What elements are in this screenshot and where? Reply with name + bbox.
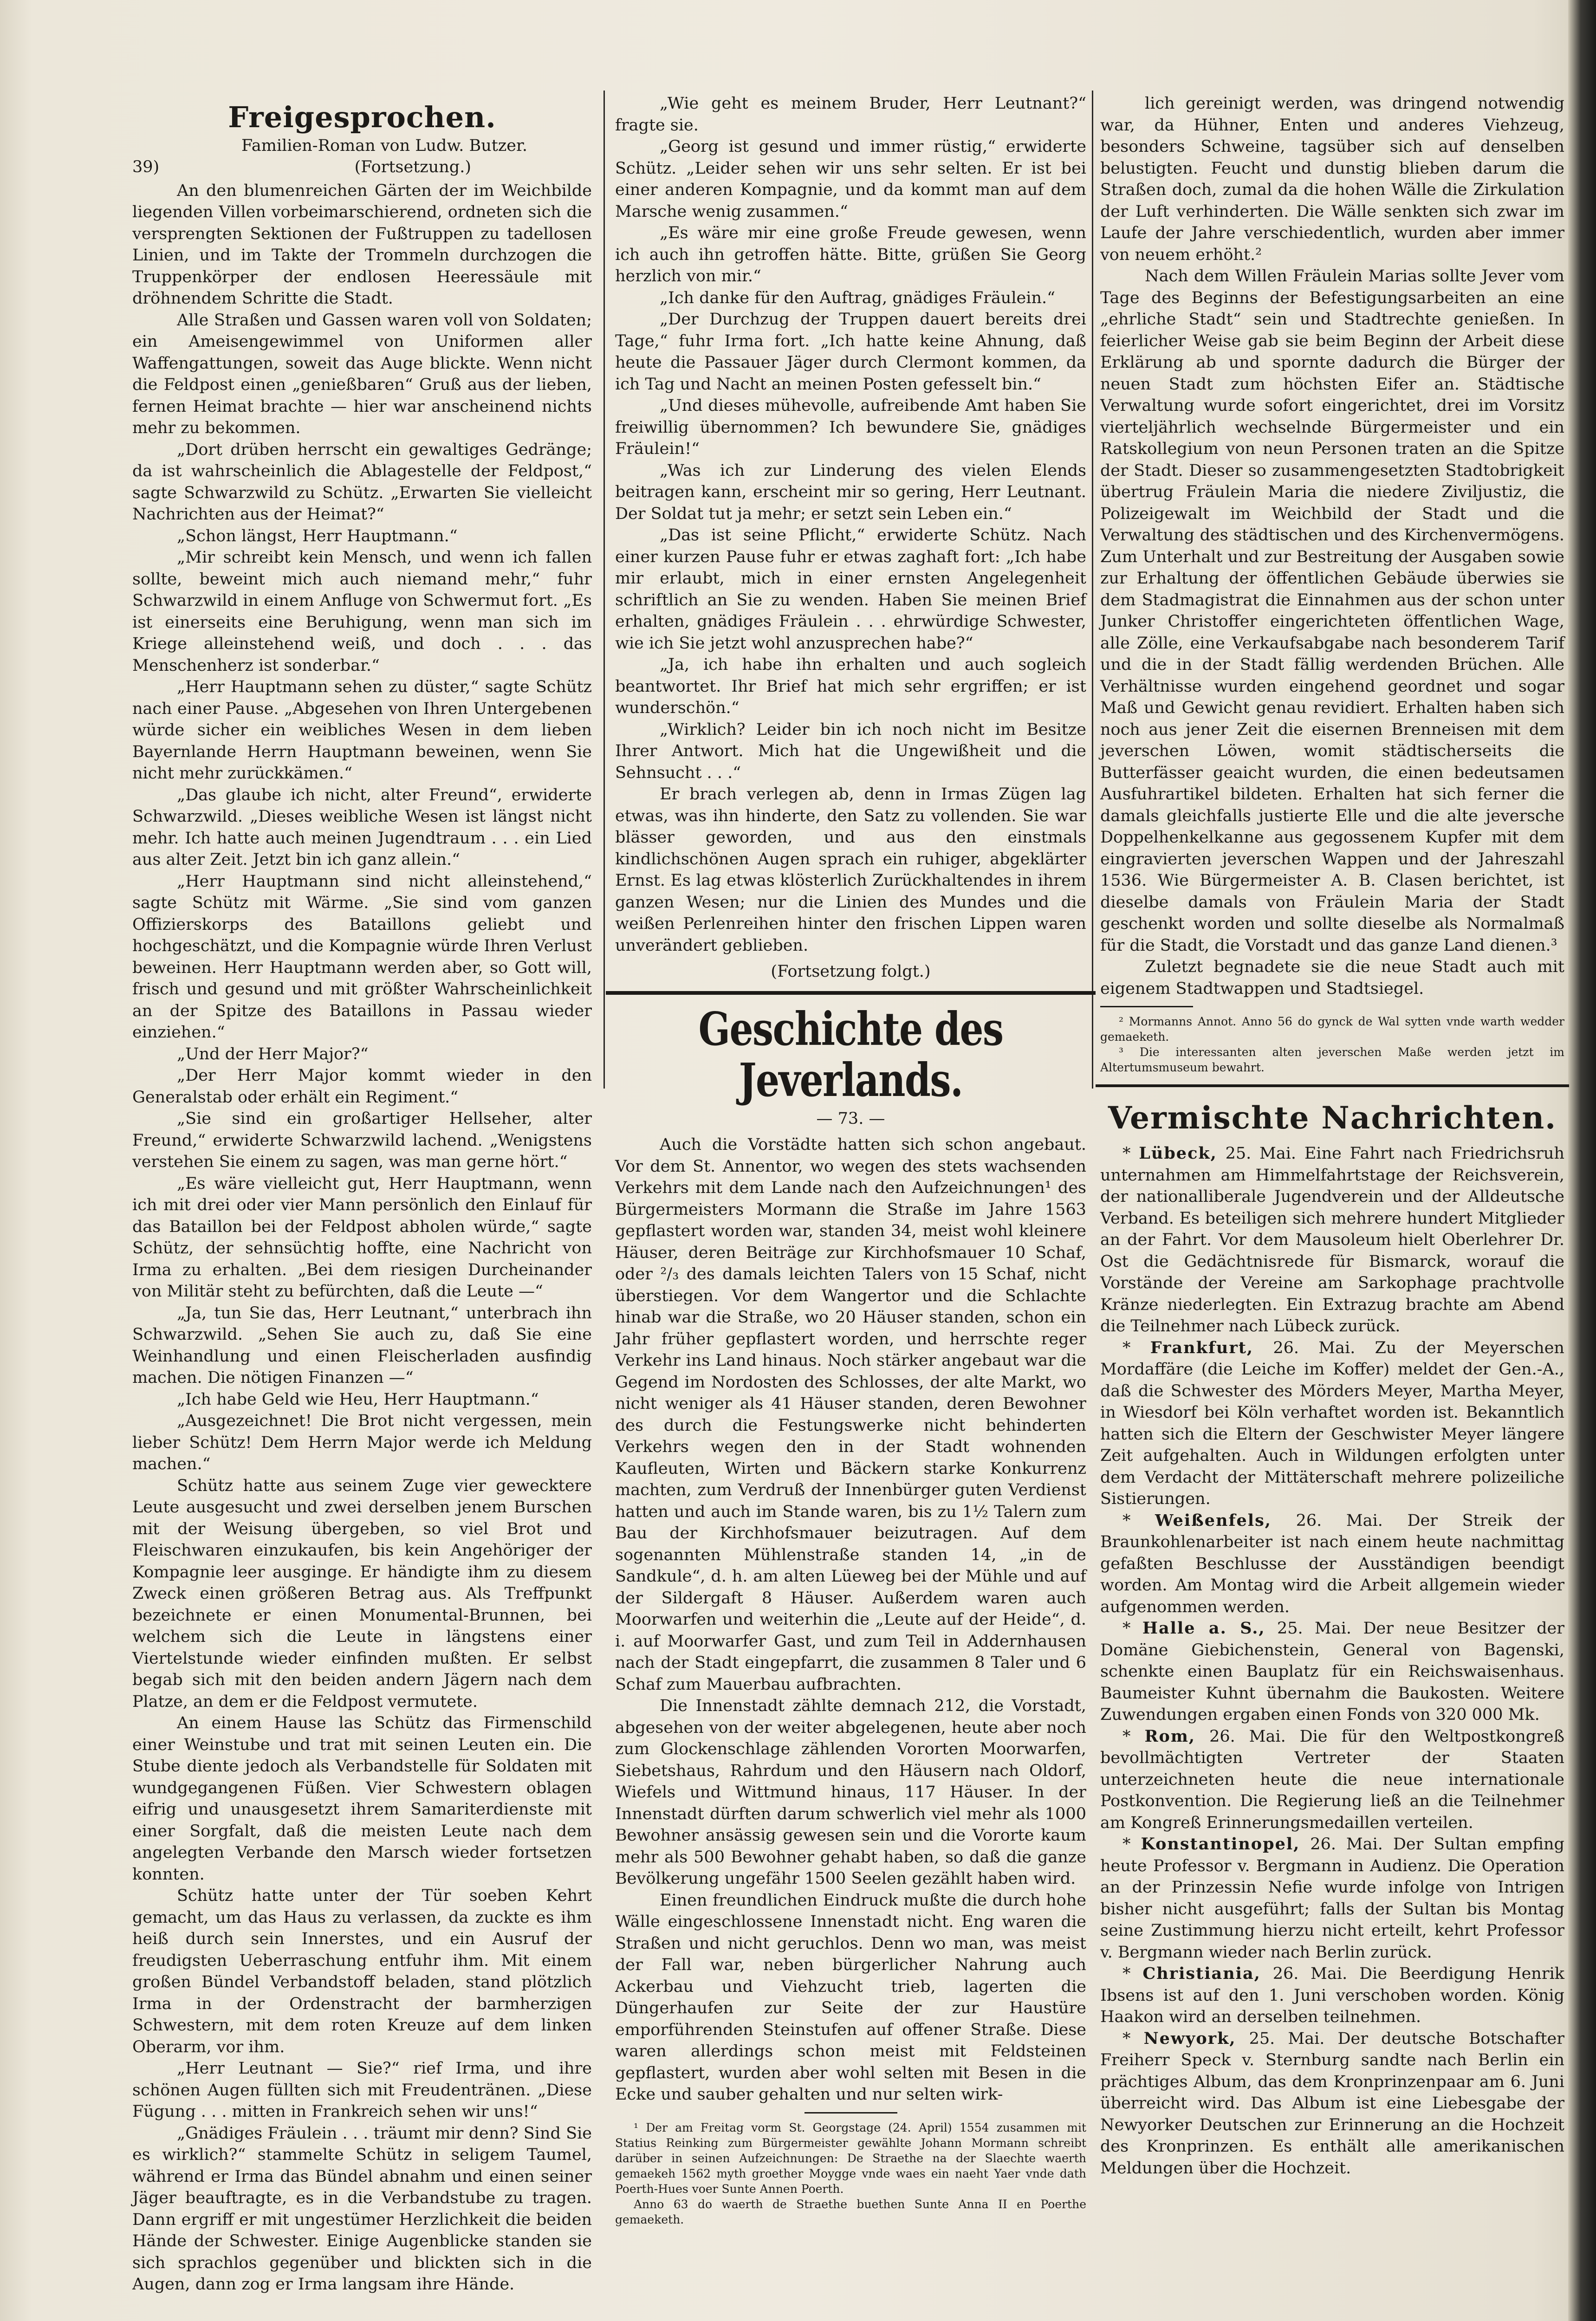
- news-list: [1100, 1143, 1564, 2179]
- paragraph: „Sie sind ein großartiger Hellseher, alter Freund,“ erwiderte Schwarzwild lachend. „Wenigstens verstehen Sie einem zu sagen, was man gerne hört.“: [132, 1109, 592, 1171]
- section-divider: [1096, 1084, 1569, 1087]
- news-text: Der neue Besitzer der Domäne Giebichenstein, General von Bagenski, schenkte einen Bauplatz für ein Reichswaisenhaus. Baumeister Kuhnt übernahm die Baukosten. Weitere Zuwendungen ergaben einen Fonds von 320 000 Mk.: [1100, 1619, 1564, 1724]
- news-city: Christiania,: [1142, 1964, 1261, 1983]
- paragraph: An einem Hause las Schütz das Firmenschild einer Weinstube und trat mit seinen Leuten ein. Die Stube diente jedoch als Verbandstelle für Soldaten mit wundgegangenen Füßen. Vier Schwestern oblagen eifrig und unausgesetzt ihrem Samariterdienste mit einer Sorgfalt, daß die meisten Leute nach dem angelegten Verbande den Marsch wieder fortsetzen konnten.: [132, 1714, 592, 1884]
- news-item: * Halle a. S., 25. Mai. Der neue Besitzer der Domäne Giebichenstein, General von Bagenski, schenkte einen Bauplatz für ein Reichswaisenhaus. Baumeister Kuhnt übernahm die Baukosten. Weitere Zuwendungen ergaben einen Fonds von 320 000 Mk.: [1100, 1619, 1564, 1724]
- news-city: Weißenfels,: [1155, 1511, 1272, 1530]
- news-city: Frankfurt,: [1150, 1338, 1254, 1357]
- chapter-line: [132, 156, 592, 178]
- news-date: 26. Mai.: [1310, 1835, 1383, 1854]
- paragraph: „Ich danke für den Auftrag, gnädiges Fräulein.“: [660, 288, 1056, 307]
- column-right: [1100, 93, 1564, 2179]
- serial-subtitle: Familien-Roman von Ludw. Butzer.: [241, 136, 528, 155]
- news-item: * Frankfurt, 26. Mai. Zu der Meyerschen Mordaffäre (die Leiche im Koffer) meldet der Gen.-A., daß die Schwester des Mörders Meyer, Martha Meyer, in Wiesdorf bei Köln verhaftet worden ist. Bekanntlich hatten sich die Eltern der Geschwister Meyer längere Zeit aufgehalten. Auch in Wildungen erfolgten unter dem Verdacht der Mittäterschaft mehrere polizeiliche Sistierungen.: [1100, 1338, 1564, 1508]
- page-binding-edge: [1568, 0, 1596, 2321]
- news-city: Konstantinopel,: [1141, 1835, 1300, 1854]
- paragraph: „Schon längst, Herr Hauptmann.“: [177, 526, 458, 545]
- news-date: 25. Mai.: [1225, 1144, 1297, 1163]
- news-text: Der Streik der Braunkohlenarbeiter ist nach einem heute nachmittag gefaßten Beschlusse der Ausständigen beendigt worden. Am Montag wird die Arbeit allgemein wieder aufgenommen werden.: [1100, 1511, 1564, 1616]
- section-divider: [606, 991, 1096, 995]
- paragraph: Die Innenstadt zählte demnach 212, die Vorstadt, abgesehen von der weiter abgelegenen, heute aber noch zum Glockenschlage zählenden Vororten Moorwarfen, Siebetshaus, Rahrdum und den Häusern nach Oldorf, Wiefels und Wittmund hinaus, 117 Häuser. In der Innenstadt dürften darum schwerlich viel mehr als 1000 Bewohner ansässig gewesen sein und die Vororte kaum mehr als 500 Bewohner gehabt haben, so daß die ganze Bevölkerung ungefähr 1500 Seelen gezählt haben wird.: [615, 1697, 1086, 1888]
- paragraph: „Herr Leutnant — Sie?“ rief Irma, und ihre schönen Augen füllten sich mit Freudentränen. „Diese Fügung . . . mitten in Frankreich sehen wir uns!“: [132, 2059, 592, 2121]
- paragraph: An den blumenreichen Gärten der im Weichbilde liegenden Villen vorbeimarschierend, ordneten sich die versprengten Sektionen der Fußtruppen zu tadellosen Linien, und im Takte der Trommeln durchzogen die Truppenkörper der endlosen Heeressäule mit dröhnendem Schritte die Stadt.: [132, 181, 592, 308]
- news-date: 26. Mai.: [1296, 1511, 1383, 1530]
- paragraph: „Es wäre vielleicht gut, Herr Hauptmann, wenn ich mit drei oder vier Mann persönlich den Einlauf für das Bataillon bei der Feldpost abholen würde,“ sagte Schütz, der sehnsüchtig hoffte, eine Nachricht von Irma zu erhalten. „Bei dem riesigen Durcheinander von Militär steht zu befürchten, daß die Leute —“: [132, 1174, 592, 1301]
- paragraph: „Das glaube ich nicht, alter Freund“, erwiderte Schwarzwild. „Dieses weibliche Wesen ist längst nicht mehr. Ich hatte auch meinen Jugendtraum . . . ein Lied aus alter Zeit. Jetzt bin ich ganz allein.“: [132, 785, 592, 869]
- news-city: Halle a. S.,: [1142, 1619, 1265, 1638]
- paragraph: „Mir schreibt kein Mensch, und wenn ich fallen sollte, beweint mich auch niemand mehr,“ fuhr Schwarzwild in einem Anfluge von Schwermut fort. „Es ist einerseits eine Beruhigung, wenn man sich im Kriege alleinstehend weiß, und doch . . . das Menschenherz ist sonderbar.“: [132, 548, 592, 675]
- news-date: 25. Mai.: [1249, 2029, 1325, 2048]
- column-rule: [603, 91, 605, 1089]
- paragraph: „Und der Herr Major?“: [177, 1044, 369, 1063]
- news-text: Die für den Weltpostkongreß bevollmächtigten Vertreter der Staaten unterzeichneten heute die neue internationale Postkonvention. Die Regierung ließ an die Teilnehmer am Kongreß Erinnerungsmedaillen verteilen.: [1100, 1727, 1564, 1832]
- column-rule: [1092, 91, 1093, 1089]
- news-text: Der Sultan empfing heute Professor v. Bergmann in Audienz. Die Operation an der Prinzessin Nefie wurde infolge von Intrigen bisher nicht ausgeführt; falls der Sultan bis Montag seine Zustimmung hierzu nicht erteilt, kehrt Professor v. Bergmann wieder nach Berlin zurück.: [1100, 1835, 1564, 1962]
- paragraph: „Was ich zur Linderung des vielen Elends beitragen kann, erscheint mir so gering, Herr Leutnant. Der Soldat tut ja mehr; er setzt sein Leben ein.“: [615, 461, 1086, 523]
- footnote: Anno 63 do waerth de Straethe buethen Sunte Anna II en Poerthe gemaeketh.: [615, 2197, 1086, 2226]
- news-item: * Lübeck, 25. Mai. Eine Fahrt nach Friedrichsruh unternahmen am Himmelfahrtstage der Reichsverein, der nationalliberale Jugendverein und der Alldeutsche Verband. Es beteiligen sich mehrere hundert Mitglieder an der Fahrt. Vor dem Mausoleum hielt Oberlehrer Dr. Ost die Gedächtnisrede für Bismarck, worauf die Vorstände der Vereine am Sarkophage prachtvolle Kränze niederlegten. Ein Extrazug brachte am Abend die Teilnehmer nach Lübeck zurück.: [1100, 1144, 1564, 1336]
- news-text: Zu der Meyerschen Mordaffäre (die Leiche im Koffer) meldet der Gen.-A., daß die Schwester des Mörders Meyer, Martha Meyer, in Wiesdorf bei Köln verhaftet worden ist. Bekanntlich hatten sich die Eltern der Geschwister Meyer längere Zeit aufgehalten. Auch in Wildungen erfolgten unter dem Verdacht der Mittäterschaft mehrere polizeiliche Sistierungen.: [1100, 1338, 1564, 1508]
- jeverland-body-continued: [1100, 93, 1564, 999]
- paragraph: Schütz hatte aus seinem Zuge vier gewecktere Leute ausgesucht und zwei derselben jenem Burschen mit der Weisung übergeben, so viel Brot und Fleischwaren einzukaufen, bis kein Angehöriger der Kompagnie leer ausginge. Er händigte ihm zu diesem Zweck einen größeren Betrag aus. Als Treffpunkt bezeichnete er einen Monumental-Brunnen, bei welchem sich die Leute in längstens einer Viertelstunde wieder einfinden mußten. Er selbst begab sich mit den beiden andern Jägern nach dem Platze, an dem er die Feldpost vermutete.: [132, 1476, 592, 1711]
- paragraph: „Es wäre mir eine große Freude gewesen, wenn ich auch ihn getroffen hätte. Bitte, grüßen Sie Georg herzlich von mir.“: [615, 224, 1086, 285]
- episode-number: — 73. —: [816, 1109, 885, 1128]
- footnote-rule: [804, 2112, 897, 2114]
- news-text: Der deutsche Botschafter Freiherr Speck v. Sternburg sandte nach Berlin ein prächtiges Album, das dem Kronprinzenpaar am 6. Juni überreicht wird. Das Album ist eine Liebesgabe der Newyorker Deutschen zur Erinnerung an die Hochzeit des Kronprinzen. Es enthält alle amerikanischen Meldungen über die Hochzeit.: [1100, 2029, 1564, 2178]
- paragraph: „Ja, ich habe ihn erhalten und auch sogleich beantwortet. Ihr Brief hat mich sehr ergriffen; er ist wunderschön.“: [615, 655, 1086, 717]
- news-date: 26. Mai.: [1273, 1338, 1356, 1357]
- paragraph: „Ja, tun Sie das, Herr Leutnant,“ unterbrach ihn Schwarzwild. „Sehen Sie auch zu, daß Sie eine Weinhandlung und einen Fleischerladen ausfindig machen. Die nötigen Finanzen —“: [132, 1303, 592, 1387]
- paragraph: Er brach verlegen ab, denn in Irmas Zügen lag etwas, was ihn hinderte, den Satz zu vollenden. Sie war blässer geworden, und aus den einstmals kindlichschönen Augen sprach ein ruhiger, abgeklärter Ernst. Es lag etwas klösterlich Zurückhaltendes in ihrem ganzen Wesen; nur die Linien des Mundes und die weißen Perlenreihen hinter den frischen Lippen waren unverändert geblieben.: [615, 785, 1086, 955]
- news-text: Die Beerdigung Henrik Ibsens ist auf den 1. Juni verschoben worden. König Haakon wird an derselben teilnehmen.: [1100, 1964, 1564, 2026]
- paragraph: Zuletzt begnadete sie die neue Stadt auch mit eigenem Stadtwappen und Stadtsiegel.: [1100, 958, 1564, 998]
- footnote: ³ Die interessanten alten jeverschen Maße werden jetzt im Altertumsmuseum bewahrt.: [1100, 1045, 1564, 1074]
- paragraph: „Das ist seine Pflicht,“ erwiderte Schütz. Nach einer kurzen Pause fuhr er etwas zaghaft fort: „Ich habe mir erlaubt, mich in einer ernsten Angelegenheit schriftlich an Sie zu wenden. Haben Sie meinen Brief erhalten, gnädiges Fräulein . . . ehrwürdige Schwester, wie ich Sie jetzt wohl anzusprechen habe?“: [615, 526, 1086, 653]
- footnote: ² Mormanns Annot. Anno 56 do gynck de Wal sytten vnde warth wedder gemaeketh.: [1100, 1015, 1564, 1044]
- news-item: * Konstantinopel, 26. Mai. Der Sultan empfing heute Professor v. Bergmann in Audienz. Die Operation an der Prinzessin Nefie wurde infolge von Intrigen bisher nicht ausgeführt; falls der Sultan bis Montag seine Zustimmung hierzu nicht erteilt, kehrt Professor v. Bergmann wieder nach Berlin zurück.: [1100, 1835, 1564, 1962]
- paragraph: Einen freundlichen Eindruck mußte die durch hohe Wälle eingeschlossene Innenstadt nicht. Eng waren die Straßen und nicht geruchlos. Denn wo man, was meist der Fall war, neben bürgerlicher Nahrung auch Ackerbau und Viehzucht trieb, lagerten die Düngerhaufen zur Seite der zur Haustüre emporführenden Steinstufen auf offener Straße. Diese waren allerdings schon meist mit Feldsteinen gepflastert, wurden aber wohl selten mit Besen in die Ecke und sauber gehalten und nur selten wirk-: [615, 1891, 1086, 2104]
- paragraph: „Dort drüben herrscht ein gewaltiges Gedränge; da ist wahrscheinlich die Ablagestelle der Feldpost,“ sagte Schwarzwild zu Schütz. „Erwarten Sie vielleicht Nachrichten aus der Heimat?“: [132, 440, 592, 524]
- footnotes: [615, 2120, 1086, 2227]
- paragraph: „Georg ist gesund und immer rüstig,“ erwiderte Schütz. „Leider sehen wir uns sehr selten. Er ist bei einer anderen Kompagnie, und da kommt man auf dem Marsche wenig zusammen.“: [615, 137, 1086, 221]
- paragraph: „Der Durchzug der Truppen dauert bereits drei Tage,“ fuhr Irma fort. „Ich hatte keine Ahnung, daß heute die Passauer Jäger durch Clermont kommen, da ich Tag und Nacht an meinen Posten gefesselt bin.“: [615, 310, 1086, 394]
- paragraph: „Ausgezeichnet! Die Brot nicht vergessen, mein lieber Schütz! Dem Herrn Major werde ich Meldung machen.“: [132, 1412, 592, 1473]
- news-date: 26. Mai.: [1209, 1727, 1286, 1746]
- paragraph: Nach dem Willen Fräulein Marias sollte Jever vom Tage des Beginns der Befestigungsarbeiten an eine „ehrliche Stadt“ sein und Stadtrechte genießen. In feierlicher Weise gab sie beim Beginn der Arbeit diese Erklärung ab und spornte dadurch die Bürger der neuen Stadt zum höchsten Eifer an. Städtische Verwaltung wurde sofort eingerichtet, drei im Vorsitz vierteljährlich wechselnde Bürgermeister und ein Ratskollegium von neun Personen traten an die Spitze der Stadt. Dieser so zusammengesetzten Stadtobrigkeit übertrug Fräulein Maria die niedere Ziviljustiz, die Polizeigewalt im Weichbild der Stadt und die Verwaltung des städtischen und des Kirchenvermögens. Zum Unterhalt und zur Bestreitung der Ausgaben sowie zur Erhaltung der öffentlichen Gebäude überwies sie dem Stadmagistrat die Einnahmen aus der schon unter Junker Christoffer eingerichteten öffentlichen Wage, alle Zölle, eine Verkaufsabgabe nach besonderem Tarif und die in der Stadt fällig werdenden Brüchen. Alle Verhältnisse wurden eingehend geordnet und sogar Maß und Gewicht genau revidiert. Erhalten haben sich noch aus jener Zeit die eisernen Brenneisen mit dem jeverschen Löwen, womit städtischerseits die Butterfässer geaicht wurden, die einen bedeutsamen Ausfuhrartikel bildeten. Erhalten hat sich ferner die damals gleichfalls justierte Elle und die alte jeversche Doppelhenkelkanne aus gegossenem Kupfer mit dem eingravierten jeverschen Wappen und der Jahreszahl 1536. Wie Bürgermeister A. B. Clasen berichtet, ist dieselbe damals von Fräulein Maria der Stadt geschenkt worden und sollte dieselbe als Normalmaß für die Stadt, die Vorstadt und das ganze Land dienen.³: [1100, 267, 1564, 955]
- paragraph: „Wie geht es meinem Bruder, Herr Leutnant?“ fragte sie.: [615, 94, 1086, 135]
- paragraph: „Ich habe Geld wie Heu, Herr Hauptmann.“: [177, 1390, 539, 1409]
- chapter-number: 39): [132, 158, 160, 176]
- news-text: Eine Fahrt nach Friedrichsruh unternahmen am Himmelfahrtstage der Reichsverein, der nationalliberale Jugendverein und der Alldeutsche Verband. Es beteiligen sich mehrere hundert Mitglieder an der Fahrt. Vor dem Mausoleum hielt Oberlehrer Dr. Ost die Gedächtnisrede für Bismarck, worauf die Vorstände der Vereine am Sarkophage prachtvolle Kränze niederlegten. Ein Extrazug brachte am Abend die Teilnehmer nach Lübeck zurück.: [1100, 1144, 1564, 1336]
- news-item: * Weißenfels, 26. Mai. Der Streik der Braunkohlenarbeiter ist nach einem heute nachmittag gefaßten Beschlusse der Ausständigen beendigt worden. Am Montag wird die Arbeit allgemein wieder aufgenommen werden.: [1100, 1511, 1564, 1616]
- serial-body: [132, 180, 592, 2295]
- paragraph: Auch die Vorstädte hatten sich schon angebaut. Vor dem St. Annentor, wo wegen des stets wachsenden Verkehrs mit dem Lande nach den Aufzeichnungen¹ des Bürgermeisters Mormann die Straße im Jahre 1563 gepflastert worden war, standen 34, meist wohl kleinere Häuser, deren Beiträge zur Kirchhofsmauer 10 Schaf, oder ²/₃ des damals leichten Talers von 15 Schaf, nicht überstiegen. Vor dem Wangertor und die Schlachte hinab war die Straße, wo 20 Häuser standen, schon ein Jahr früher gepflastert worden, und herrschte reger Verkehr ins Land hinaus. Noch stärker angebaut war die Gegend im Nordosten des Schlosses, der alte Markt, wo nicht weniger als 41 Häuser standen, deren Bewohner des durch die Festungswerke nicht behinderten Verkehrs wegen den in der Stadt wohnenden Kaufleuten, Wirten und Bäckern starke Konkurrenz machten, zum Verdruß der Innenbürger guten Verdienst hatten und auch im Stande waren, bis zu 1½ Talern zum Bau der Kirchhofsmauer beizutragen. Auf dem sogenannten Mühlenstraße standen 14, „in de Sandkule“, d. h. am alten Lüeweg bei der Mühle und auf der Sildergaft 8 Häuser. Außerdem waren auch Moorwarfen und weiterhin die „Leute auf der Heide“, d. i. auf Moorwarfer Gast, und zum Teil in Addernhausen nach der Stadt eingepfarrt, die zusammen 8 Taler und 6 Schaf zum Mauerbau aufbrachten.: [615, 1135, 1086, 1694]
- jeverland-body: [615, 1134, 1086, 2106]
- serial-title: Freigesprochen.: [228, 100, 496, 134]
- serial-body-continued: [615, 93, 1086, 956]
- paragraph: „Herr Hauptmann sind nicht alleinstehend,“ sagte Schütz mit Wärme. „Sie sind vom ganzen Offizierskorps des Bataillons geliebt und hochgeschätzt, und die Kompagnie würde Ihren Verlust beweinen. Herr Hauptmann werden aber, so Gott will, frisch und gesund und mit größter Wahrscheinlichkeit an der Spitze des Bataillons in Passau wieder einziehen.“: [132, 872, 592, 1042]
- continuation-note: (Fortsetzung folgt.): [771, 962, 931, 981]
- paragraph: Schütz hatte unter der Tür soeben Kehrt gemacht, um das Haus zu verlassen, da zuckte es ihm heiß durch sein Innerstes, und ein Ausruf der freudigsten Ueberraschung entfuhr ihm. Mit einem großen Bündel Verbandstoff beladen, stand plötzlich Irma in der Ordenstracht der barmherzigen Schwestern, mit dem roten Kreuze auf dem linken Oberarm, vor ihm.: [132, 1887, 592, 2056]
- news-item: * Rom, 26. Mai. Die für den Weltpostkongreß bevollmächtigten Vertreter der Staaten unterzeichneten heute die neue internationale Postkonvention. Die Regierung ließ an die Teilnehmer am Kongreß Erinnerungsmedaillen verteilen.: [1100, 1726, 1564, 1832]
- paragraph: Alle Straßen und Gassen waren voll von Soldaten; ein Ameisengewimmel von Uniformen aller Waffengattungen, soweit das Auge blickte. Wenn nicht die Feldpost einen „genießbaren“ Gruß aus der lieben, fernen Heimat brachte — hier war anscheinend nichts mehr zu bekommen.: [132, 311, 592, 437]
- news-title: Vermischte Nachrichten.: [1108, 1100, 1557, 1136]
- news-date: 25. Mai.: [1277, 1619, 1352, 1638]
- chapter-note: (Fortsetzung.): [354, 158, 471, 176]
- footnotes: [1100, 1014, 1564, 1075]
- paragraph: „Wirklich? Leider bin ich noch nicht im Besitze Ihrer Antwort. Mich hat die Ungewißheit und die Sehnsucht . . .“: [615, 720, 1086, 782]
- paragraph: „Herr Hauptmann sehen zu düster,“ sagte Schütz nach einer Pause. „Abgesehen von Ihren Untergebenen würde sicher ein weibliches Wesen in dem lieben Bayernlande Herrn Hauptmann beweinen, wenn Sie nicht mehr zurückkämen.“: [132, 678, 592, 783]
- section-title-jeverland: Geschichte des Jeverlands.: [698, 1002, 1003, 1107]
- news-item: * Christiania, 26. Mai. Die Beerdigung Henrik Ibsens ist auf den 1. Juni verschoben worden. König Haakon wird an derselben teilnehmen.: [1100, 1964, 1564, 2026]
- news-city: Rom,: [1144, 1726, 1196, 1746]
- paragraph: „Gnädiges Fräulein . . . träumt mir denn? Sind Sie es wirklich?“ stammelte Schütz in seligem Taumel, während er Irma das Bündel abnahm und einen seiner Jäger beauftragte, es in die Verbandstube zu tragen. Dann ergriff er mit ungestümer Herzlichkeit die beiden Hände der Schwester. Einige Augenblicke standen sie sich sprachlos gegenüber und blickten sich in die Augen, dann zog er Irma langsam ihre Hände.: [132, 2124, 592, 2294]
- paragraph: „Der Herr Major kommt wieder in den Generalstab oder erhält ein Regiment.“: [132, 1066, 592, 1107]
- news-item: * Newyork, 25. Mai. Der deutsche Botschafter Freiherr Speck v. Sternburg sandte nach Berlin ein prächtiges Album, das dem Kronprinzenpaar am 6. Juni überreicht wird. Das Album ist eine Liebesgabe der Newyorker Deutschen zur Erinnerung an die Hochzeit des Kronprinzen. Es enthält alle amerikanischen Meldungen über die Hochzeit.: [1100, 2029, 1564, 2178]
- column-serial-continued: [615, 93, 1086, 2227]
- column-serial-novel: [132, 93, 592, 2295]
- footnote-rule: [1100, 1006, 1193, 1007]
- news-city: Newyork,: [1143, 2029, 1236, 2048]
- paragraph: „Und dieses mühevolle, aufreibende Amt haben Sie freiwillig übernommen? Ich bewundere Sie, gnädiges Fräulein!“: [615, 396, 1086, 458]
- paragraph: lich gereinigt werden, was dringend notwendig war, da Hühner, Enten und anderes Viehzeug, besonders Schweine, tagsüber sich auf denselben belustigten. Feucht und dunstig blieben darum die Straßen doch, zumal da die hohen Wälle die Zirkulation der Luft verhinderten. Die Wälle senkten sich zwar im Laufe der Jahre verschiedentlich, wurden aber immer von neuem erhöht.²: [1100, 94, 1564, 264]
- footnote: ¹ Der am Freitag vorm St. Georgstage (24. April) 1554 zusammen mit Statius Reinking zum Bürgermeister gewählte Johann Mormann schreibt darüber in seinen Aufzeichnungen: De Straethe na der Slaechte waerth gemaekeh 1562 myth groether Moygge vnde waes ein naeht Yaer vnde dath Poerth-Hues voer Sunte Annen Poerth.: [615, 2120, 1086, 2196]
- news-date: 26. Mai.: [1272, 1964, 1348, 1983]
- news-city: Lübeck,: [1139, 1144, 1217, 1163]
